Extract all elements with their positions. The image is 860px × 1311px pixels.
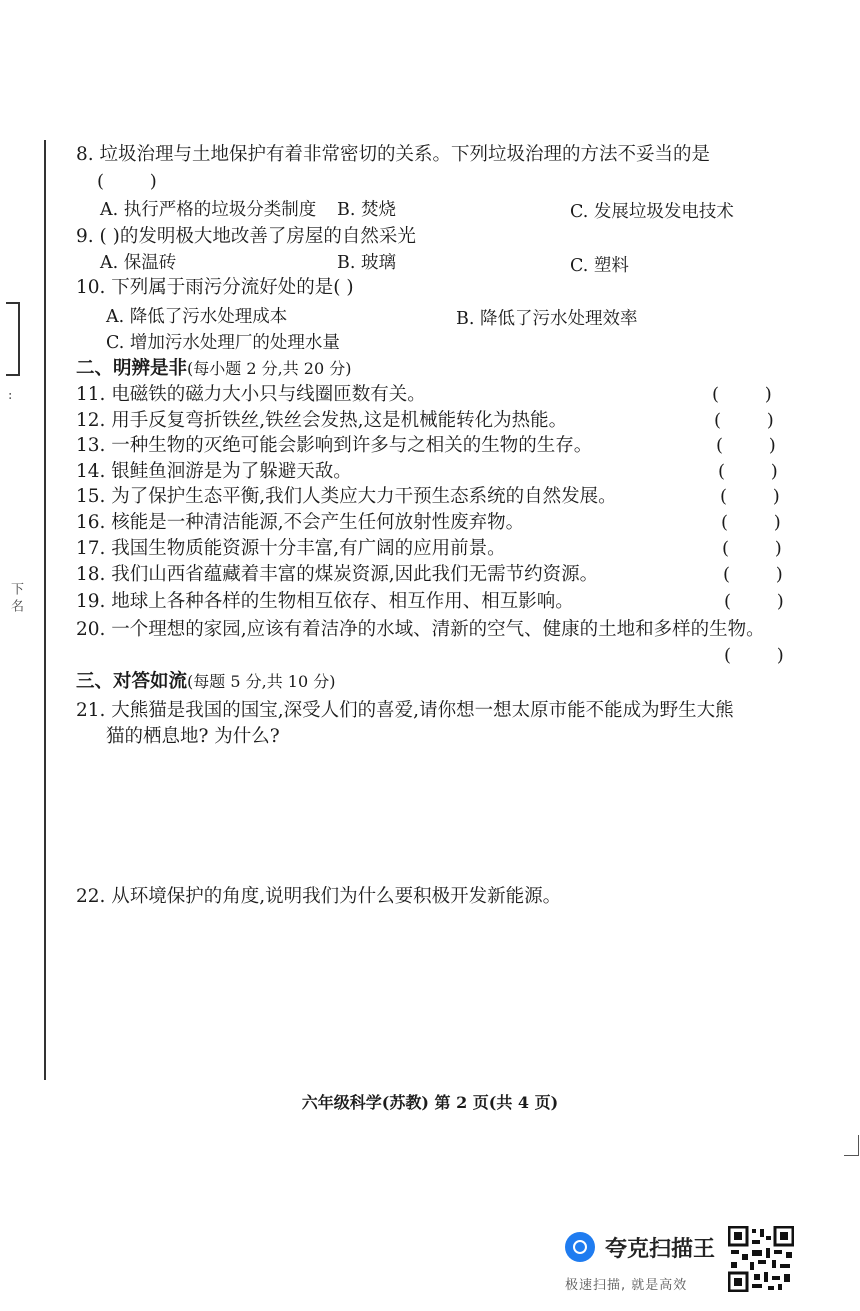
question-22: 22. 从环境保护的角度,说明我们为什么要积极开发新能源。 <box>76 886 562 907</box>
option-b: B. 玻璃 <box>337 253 396 273</box>
option-c: C. 塑料 <box>570 256 629 276</box>
judge-item: 17. 我国生物质能资源十分丰富,有广阔的应用前景。 <box>76 538 506 559</box>
answer-blank: ( ) <box>714 410 774 431</box>
question-10: 10. 下列属于雨污分流好处的是( ) <box>76 277 354 298</box>
qr-code-icon <box>728 1226 794 1292</box>
answer-blank: ( ) <box>720 486 780 507</box>
answer-blank: ( ) <box>721 512 781 533</box>
judge-item: 16. 核能是一种清洁能源,不会产生任何放射性废弃物。 <box>76 512 525 533</box>
option-b: B. 降低了污水处理效率 <box>456 309 638 329</box>
answer-blank: ( ) <box>724 645 784 666</box>
section-title: 三、对答如流 <box>76 671 188 692</box>
judge-item: 15. 为了保护生态平衡,我们人类应大力干预生态系统的自然发展。 <box>76 486 617 507</box>
scanner-brand-name: 夸克扫描王 <box>605 1237 716 1262</box>
answer-blank: ( ) <box>723 564 783 585</box>
option-a: A. 执行严格的垃圾分类制度 <box>100 200 317 220</box>
corner-mark <box>844 1135 859 1156</box>
question-21-cont: 猫的栖息地? 为什么? <box>106 726 280 747</box>
judge-item: 14. 银鲑鱼洄游是为了躲避天敌。 <box>76 461 352 482</box>
answer-blank: ( ) <box>722 538 782 559</box>
option-c: C. 增加污水处理厂的处理水量 <box>106 333 340 353</box>
section-note: (每题 5 分,共 10 分) <box>187 672 336 691</box>
margin-mark: : <box>8 388 13 403</box>
judge-item: 12. 用手反复弯折铁丝,铁丝会发热,这是机械能转化为热能。 <box>76 410 568 431</box>
option-a: A. 降低了污水处理成本 <box>106 307 288 327</box>
option-c: C. 发展垃圾发电技术 <box>570 202 734 222</box>
option-b: B. 焚烧 <box>337 200 396 220</box>
margin-mark: 下 名 <box>8 582 23 613</box>
question-8: 8. 垃圾治理与土地保护有着非常密切的关系。下列垃圾治理的方法不妥当的是 <box>76 144 711 165</box>
section-note: (每小题 2 分,共 20 分) <box>187 359 352 378</box>
judge-item: 20. 一个理想的家园,应该有着洁净的水域、清新的空气、健康的土地和多样的生物。 <box>76 619 765 640</box>
answer-blank: ( ) <box>718 461 778 482</box>
judge-item: 18. 我们山西省蕴藏着丰富的煤炭资源,因此我们无需节约资源。 <box>76 564 599 585</box>
question-9: 9. ( )的发明极大地改善了房屋的自然采光 <box>76 226 416 247</box>
option-a: A. 保温砖 <box>100 253 177 273</box>
binding-margin-line <box>44 140 46 1080</box>
answer-blank: ( ) <box>97 171 157 192</box>
judge-item: 11. 电磁铁的磁力大小只与线圈匝数有关。 <box>76 384 426 405</box>
scanner-tagline: 极速扫描, 就是高效 <box>565 1278 688 1293</box>
answer-blank: ( ) <box>716 435 776 456</box>
section-title: 二、明辨是非 <box>76 358 188 379</box>
judge-item: 13. 一种生物的灭绝可能会影响到许多与之相关的生物的生存。 <box>76 435 593 456</box>
section-2-heading <box>76 357 351 381</box>
question-21: 21. 大熊猫是我国的国宝,深受人们的喜爱,请你想一想太原市能不能成为野生大熊 <box>76 700 734 721</box>
page-footer: 六年级科学(苏教) 第 2 页(共 4 页) <box>301 1093 559 1112</box>
scanner-logo-icon <box>565 1232 595 1262</box>
answer-blank: ( ) <box>712 384 772 405</box>
answer-blank: ( ) <box>724 591 784 612</box>
binding-bracket <box>6 302 20 376</box>
section-3-heading <box>76 670 335 694</box>
judge-item: 19. 地球上各种各样的生物相互依存、相互作用、相互影响。 <box>76 591 574 612</box>
